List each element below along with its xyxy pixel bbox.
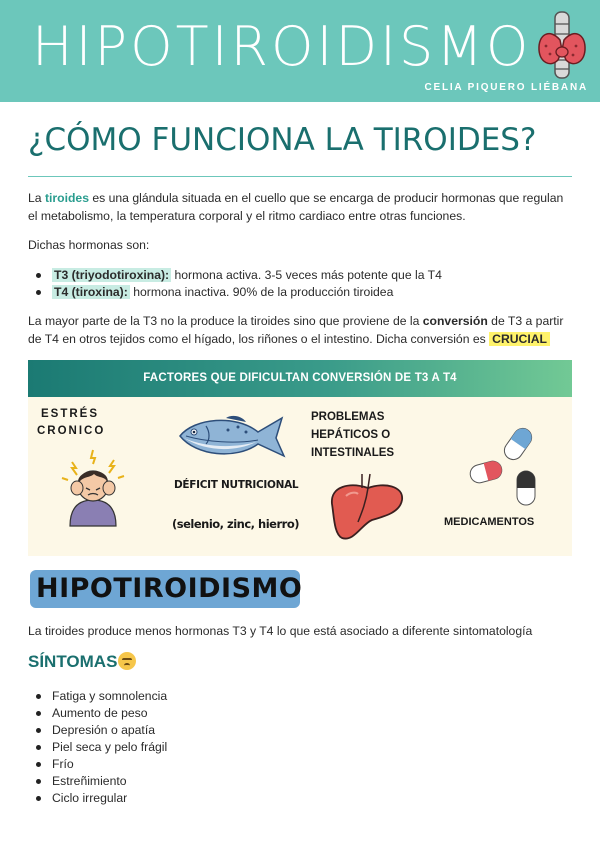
tiroides-term: tiroides	[44, 191, 89, 205]
hormones-list	[36, 267, 442, 301]
author-name: CELIA PIQUERO LIÉBANA	[424, 82, 588, 93]
hipotiroidismo-badge: HIPOTIROIDISMO	[30, 570, 300, 608]
stressed-person-icon	[58, 448, 128, 528]
conversion-paragraph: La mayor parte de la T3 no la produce la tiroides sino que proviene de la conversión de T3 a partir de T4 en otros tejidos como el hígado, los riñones o el intestino. Dicha conversión es CRUCIAL	[28, 314, 564, 346]
pills-icon	[466, 422, 550, 512]
tired-face-icon	[118, 652, 136, 670]
factors-banner: FACTORES QUE DIFICULTAN CONVERSIÓN DE T3 A T4	[28, 360, 572, 397]
factor-deficit-label: DÉFICIT NUTRICIONAL	[174, 479, 299, 491]
list-item: Estreñimiento	[36, 773, 167, 790]
thyroid-icon	[536, 10, 588, 80]
factor-meds-label: MEDICAMENTOS	[444, 516, 535, 528]
list-item: Piel seca y pelo frágil	[36, 739, 167, 756]
page-header	[0, 0, 600, 102]
header-title: HIPOTIROIDISMO	[32, 15, 532, 78]
fish-icon	[176, 412, 288, 462]
list-item: Ciclo irregular	[36, 790, 167, 807]
list-item: Frío	[36, 756, 167, 773]
hormones-intro: Dichas hormonas son:	[28, 238, 150, 252]
symptoms-list	[36, 688, 167, 807]
section-title: ¿CÓMO FUNCIONA LA TIROIDES?	[28, 122, 537, 158]
intro-paragraph: La tiroides es una glándula situada en el cuello que se encarga de producir hormonas que regulan el metabolismo, la temperatura corporal y el ritmo cardiaco entre otras funciones.	[28, 191, 564, 223]
factor-liver-label: PROBLEMAS HEPÁTICOS O INTESTINALES	[311, 411, 395, 459]
hipo-description: La tiroides produce menos hormonas T3 y T4 lo que está asociado a diferente sintomatología	[28, 624, 533, 638]
factor-deficit-detail: (selenio, zinc, hierro)	[172, 517, 299, 531]
symptoms-title: SÍNTOMAS	[28, 652, 136, 672]
liver-icon	[328, 472, 406, 544]
factor-stress-label: ESTRÉS CRONICO	[37, 408, 106, 437]
list-item: Aumento de peso	[36, 705, 167, 722]
list-item: T4 (tiroxina): hormona inactiva. 90% de la producción tiroidea	[36, 284, 442, 301]
title-divider	[28, 176, 572, 177]
list-item: Fatiga y somnolencia	[36, 688, 167, 705]
list-item: Depresión o apatía	[36, 722, 167, 739]
crucial-highlight: CRUCIAL	[489, 332, 550, 346]
list-item: T3 (triyodotiroxina): hormona activa. 3-5 veces más potente que la T4	[36, 267, 442, 284]
factors-infographic	[28, 360, 572, 556]
